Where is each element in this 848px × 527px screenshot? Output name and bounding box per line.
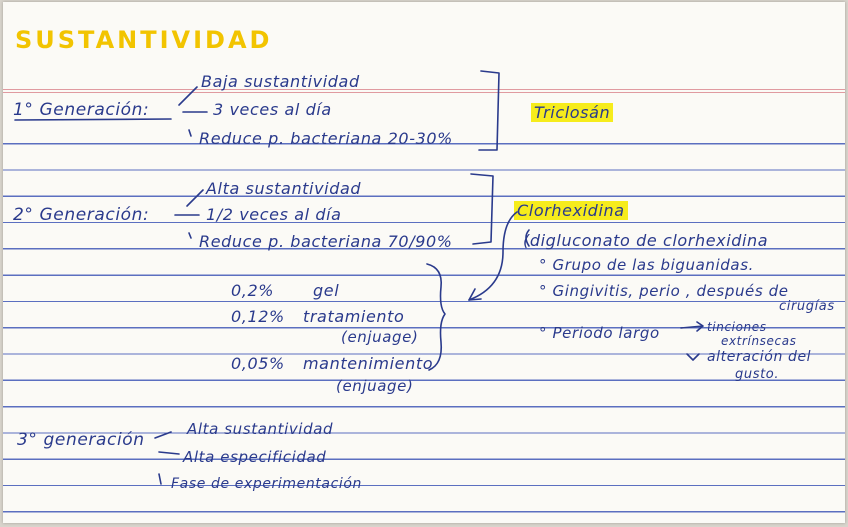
gen3-label: 3° generación (17, 430, 145, 450)
gen2-note: alteración del (707, 349, 812, 365)
gen2-note: cirugías (779, 299, 835, 314)
concentration-value: 0,12% (231, 307, 285, 326)
gen3-item: Alta especificidad (183, 448, 327, 466)
gen1-item: Baja sustantividad (201, 72, 360, 91)
concentration-use: mantenimiento (303, 354, 434, 373)
gen3-item: Fase de experimentación (171, 476, 363, 492)
gen2-product-detail: (digluconato de clorhexidina (523, 231, 769, 250)
concentration-use: tratamiento (303, 307, 405, 326)
red-margin-line (3, 89, 845, 90)
gen1-item: Reduce p. bacteriana 20-30% (199, 129, 453, 148)
gen2-item: 1/2 veces al día (206, 205, 342, 224)
gen3-item: Alta sustantividad (187, 420, 334, 438)
page-title: SUSTANTIVIDAD (15, 26, 273, 54)
concentration-value: 0,2% (231, 281, 275, 300)
index-card (3, 2, 845, 523)
gen2-note: extrínsecas (721, 334, 797, 348)
gen2-item: Reduce p. bacteriana 70/90% (199, 232, 453, 251)
concentration-value: 0,05% (231, 354, 285, 373)
gen2-note: gusto. (735, 367, 780, 382)
gen1-label: 1° Generación: (13, 100, 150, 120)
gen1-item: 3 veces al día (213, 100, 332, 119)
concentration-use: gel (313, 281, 340, 300)
gen2-note: ° Periodo largo (539, 324, 660, 342)
red-margin-line (3, 92, 845, 93)
gen2-note: ° Gingivitis, perio , después de (539, 282, 789, 300)
concentration-note: (enjuage) (341, 328, 419, 346)
gen2-item: Alta sustantividad (206, 179, 362, 198)
gen1-product: Triclosán (531, 103, 613, 122)
gen2-note: ° Grupo de las biguanidas. (539, 256, 754, 274)
gen2-product: Clorhexidina (514, 201, 628, 220)
concentration-note: (enjuage) (336, 377, 414, 395)
gen2-note: tinciones (707, 320, 767, 334)
gen2-label: 2° Generación: (13, 205, 150, 225)
card-header-area (3, 2, 845, 114)
